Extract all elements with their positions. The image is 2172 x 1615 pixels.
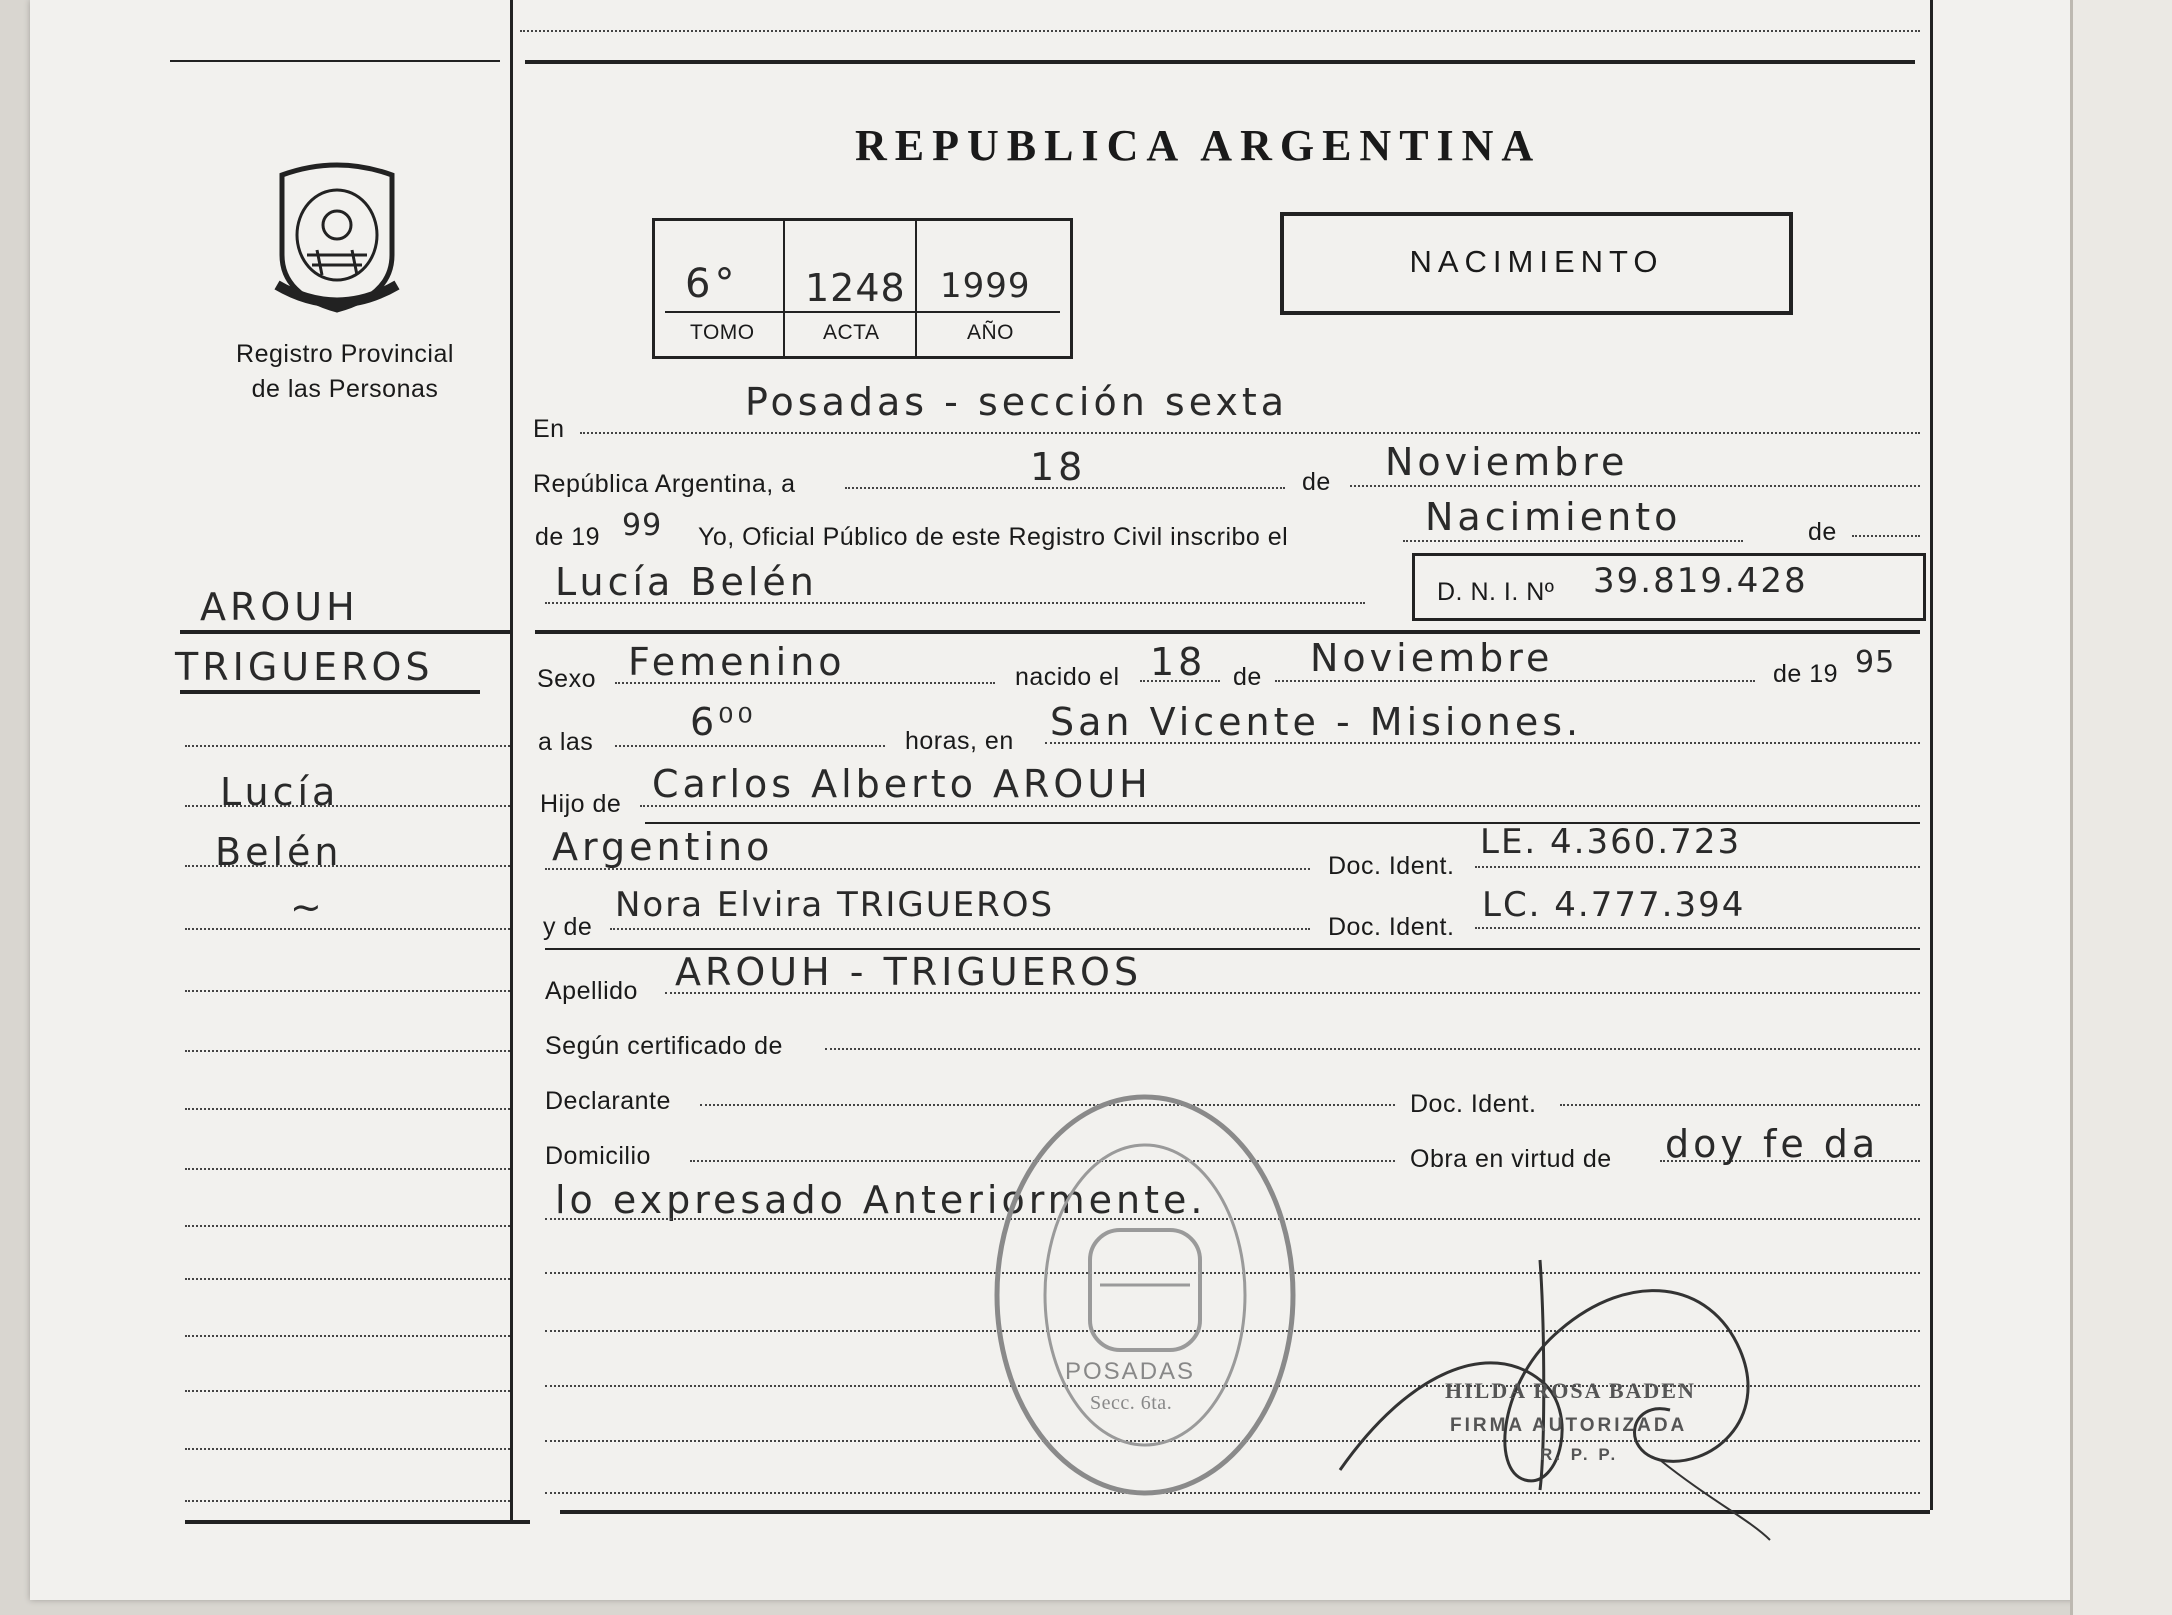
dotted-line xyxy=(185,1050,510,1052)
dotted-line xyxy=(545,868,1310,870)
dotted-line xyxy=(185,1390,510,1392)
tomo-value: 6° xyxy=(685,261,739,307)
dotted-line xyxy=(615,745,885,747)
label-alas: a las xyxy=(538,728,594,756)
value-apellido: AROUH - TRIGUEROS xyxy=(675,950,1143,994)
label-domicilio: Domicilio xyxy=(545,1142,651,1170)
value-anio: 99 xyxy=(622,508,663,543)
label-obra: Obra en virtud de xyxy=(1410,1145,1612,1173)
label-horas: horas, en xyxy=(905,727,1014,755)
margin-divider xyxy=(510,0,513,1520)
label-de-nac: de xyxy=(1233,663,1262,691)
label-inscribo: Yo, Oficial Público de este Registro Civil inscribo el xyxy=(698,523,1289,551)
registry-name-line2: de las Personas xyxy=(251,375,439,403)
margin-name2: Belén xyxy=(215,830,343,874)
acta-label: ACTA xyxy=(823,321,880,344)
value-hora: 6⁰⁰ xyxy=(690,700,757,744)
official-stamp-icon xyxy=(985,1085,1305,1505)
label-nacido: nacido el xyxy=(1015,663,1120,691)
dotted-line xyxy=(545,602,1365,604)
rule xyxy=(180,630,510,634)
dotted-line xyxy=(185,990,510,992)
margin-name1: Lucía xyxy=(220,770,340,814)
rule xyxy=(535,630,1920,634)
dotted-line xyxy=(1350,485,1920,487)
signer-role: FIRMA AUTORIZADA xyxy=(1450,1415,1688,1436)
dotted-line xyxy=(185,1448,510,1450)
dotted-line xyxy=(1560,1104,1920,1106)
right-border xyxy=(1930,0,1933,1510)
value-sexo: Femenino xyxy=(628,640,846,684)
label-doc-declarante: Doc. Ident. xyxy=(1410,1090,1537,1118)
label-apellido: Apellido xyxy=(545,977,638,1005)
signer-org: R. P. P. xyxy=(1540,1445,1619,1464)
label-doc-padre: Doc. Ident. xyxy=(1328,852,1455,880)
acta-value: 1248 xyxy=(805,266,906,310)
value-mes: Noviembre xyxy=(1385,440,1629,484)
margin-surname2: TRIGUEROS xyxy=(175,645,434,689)
anio-value: 1999 xyxy=(940,266,1031,306)
value-obra2: lo expresado Anteriormente. xyxy=(555,1178,1207,1222)
dni-box xyxy=(1412,553,1926,621)
tomo-label: TOMO xyxy=(690,321,755,344)
act-type-label: NACIMIENTO xyxy=(1409,244,1664,279)
anio-label: AÑO xyxy=(967,321,1015,344)
rule xyxy=(170,60,500,62)
act-type-box xyxy=(1280,212,1793,315)
label-yde: y de xyxy=(543,913,593,941)
dotted-line xyxy=(825,1048,1920,1050)
label-doc-madre: Doc. Ident. xyxy=(1328,913,1455,941)
value-nombre: Lucía Belén xyxy=(555,560,818,604)
label-republica: República Argentina, a xyxy=(533,470,796,498)
margin-surname1: AROUH xyxy=(200,585,359,629)
value-lugar: Posadas - sección sexta xyxy=(745,380,1289,424)
dotted-line xyxy=(1852,535,1920,537)
dotted-line xyxy=(580,432,1920,434)
dotted-line xyxy=(185,1225,510,1227)
stamp-city: POSADAS xyxy=(1065,1358,1196,1385)
label-hijo: Hijo de xyxy=(540,790,622,818)
dotted-line xyxy=(1475,866,1920,868)
record-box xyxy=(652,218,1073,359)
value-inscribe: Nacimiento xyxy=(1425,495,1682,539)
value-padre-nac: Argentino xyxy=(552,825,774,869)
dotted-line xyxy=(1475,927,1920,929)
label-de19-nac: de 19 xyxy=(1773,660,1839,688)
value-lugar-nac: San Vicente - Misiones. xyxy=(1050,700,1583,744)
margin-mark: ~ xyxy=(290,885,326,929)
value-nac-dia: 18 xyxy=(1150,640,1207,684)
label-en: En xyxy=(533,415,565,443)
label-de-mes: de xyxy=(1302,468,1331,496)
rule xyxy=(185,1520,530,1524)
value-madre-doc: LC. 4.777.394 xyxy=(1482,885,1746,925)
label-declarante: Declarante xyxy=(545,1087,671,1115)
dotted-line xyxy=(185,1108,510,1110)
label-de-nombre: de xyxy=(1808,518,1837,546)
registry-name-line1: Registro Provincial xyxy=(236,340,454,368)
dotted-line xyxy=(185,1335,510,1337)
value-nac-mes: Noviembre xyxy=(1310,636,1554,680)
dotted-line xyxy=(185,865,510,867)
value-padre-doc: LE. 4.360.723 xyxy=(1480,822,1742,862)
rule xyxy=(180,690,480,694)
document-title: REPUBLICA ARGENTINA xyxy=(855,121,1542,170)
dotted-line xyxy=(185,928,510,930)
dotted-line xyxy=(185,805,510,807)
value-obra: doy fe da xyxy=(1665,1122,1880,1166)
value-dni: 39.819.428 xyxy=(1593,561,1808,601)
label-segun: Según certificado de xyxy=(545,1032,783,1060)
value-padre: Carlos Alberto AROUH xyxy=(652,762,1152,806)
dotted-line xyxy=(1403,540,1743,542)
stamp-section: Secc. 6ta. xyxy=(1090,1392,1173,1414)
value-dia: 18 xyxy=(1030,445,1087,489)
next-page-edge xyxy=(2070,0,2172,1615)
label-de19: de 19 xyxy=(535,523,601,551)
rule xyxy=(525,60,1915,64)
label-sexo: Sexo xyxy=(537,665,596,693)
dotted-line xyxy=(185,1278,510,1280)
dotted-line xyxy=(520,30,1920,32)
dotted-line xyxy=(610,928,1310,930)
dotted-line xyxy=(185,745,510,747)
signer-name: HILDA ROSA BADEN xyxy=(1445,1378,1696,1403)
dotted-line xyxy=(185,1168,510,1170)
value-madre: Nora Elvira TRIGUEROS xyxy=(615,885,1055,925)
value-nac-anio: 95 xyxy=(1855,645,1896,680)
dotted-line xyxy=(1275,680,1755,682)
dotted-line xyxy=(185,1500,510,1502)
misiones-seal-icon xyxy=(262,155,412,315)
label-dni: D. N. I. Nº xyxy=(1437,578,1555,606)
